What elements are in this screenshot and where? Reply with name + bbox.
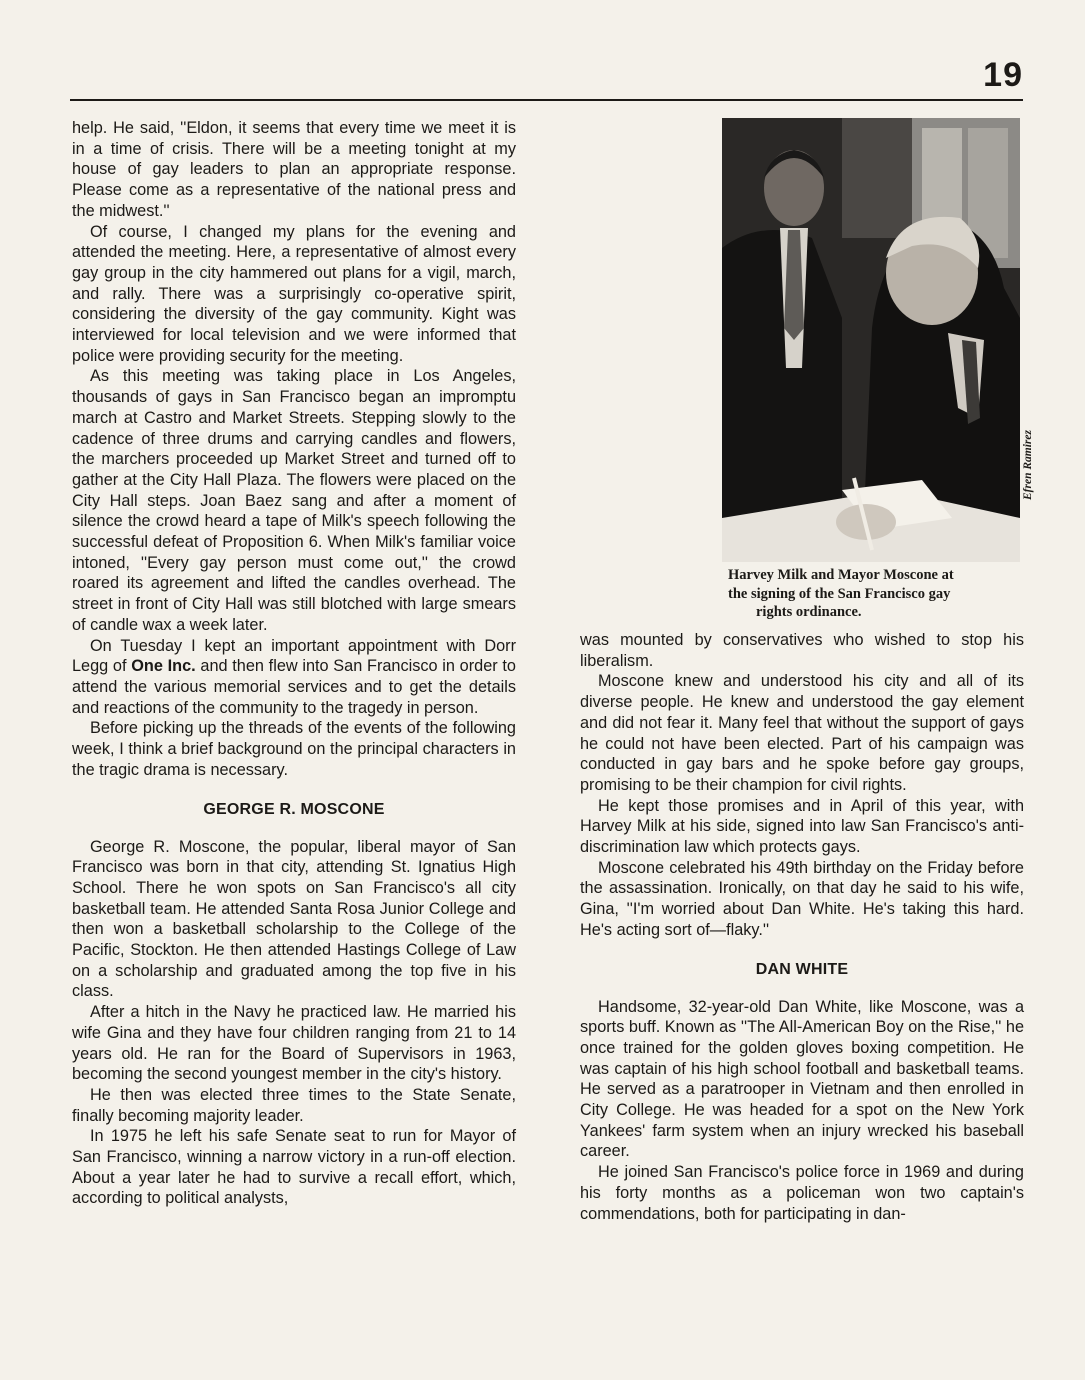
section-heading-moscone: GEORGE R. MOSCONE — [203, 800, 385, 818]
paragraph — [72, 636, 516, 719]
paragraph: Handsome, 32-year-old Dan White, like Moscone, was a sports buff. Known as ''The All-American Boy on the Rise,'' he once trained for the golden gloves boxing competition. He was captain of his high school football and basketball teams. He served as a paratrooper in Vietnam and then enrolled in City College. He was headed for a spot on the New York Yankees' farm system when an injury wrecked his baseball career. — [580, 997, 1024, 1161]
caption-line: the signing of the San Francisco gay — [728, 585, 951, 602]
right-column — [580, 630, 1024, 1224]
paragraph: Before picking up the threads of the events of the following week, I think a brief background on the principal characters in the tragic drama is necessary. — [72, 719, 516, 779]
paragraph: help. He said, ''Eldon, it seems that every time we meet it is in a time of crisis. There will be a meeting tonight at my house of gay leaders to plan an appropriate response. Please come as a representative of the national press and the midwest.'' — [72, 119, 516, 220]
paragraph-text: and then flew into San Francisco in order to attend the various memorial services and to get the details and reactions of the community to the tragedy in person. — [72, 657, 516, 717]
paragraph: In 1975 he left his safe Senate seat to run for Mayor of San Francisco, winning a narrow victory in a run-off election. About a year later he had to survive a recall effort, which, according to political analysts, — [72, 1127, 516, 1208]
paragraph: He then was elected three times to the State Senate, finally becoming majority leader. — [72, 1085, 516, 1125]
photo-caption — [728, 566, 1020, 622]
organization-name: One Inc. — [131, 657, 196, 676]
page-number: 19 — [983, 56, 1023, 94]
caption-line: Harvey Milk and Mayor Moscone at — [728, 567, 954, 583]
paragraph: was mounted by conservatives who wished to stop his liberalism. — [580, 631, 1024, 670]
paragraph: He joined San Francisco's police force in 1969 and during his forty months as a policeman won two captain's commendations, both for participating in dan- — [580, 1163, 1024, 1223]
paragraph: He kept those promises and in April of this year, with Harvey Milk at his side, signed into law San Francisco's anti-discrimination law which protects gays. — [580, 796, 1024, 857]
photograph — [722, 118, 1020, 562]
paragraph: As this meeting was taking place in Los Angeles, thousands of gays in San Francisco began an impromptu march at Castro and Market Streets. Stepping slowly to the cadence of three drums and carrying candles and flowers, the marchers proceeded up Market Street and turned off to gather at the City Hall Plaza. The flowers were placed on the City Hall steps. Joan Baez sang and after a moment of silence the crowd heard a tape of Milk's speech following the successful defeat of Proposition 6. When Milk's familiar voice intoned, ''Every gay person must come out,'' the crowd roared its agreement and lifted the candles overhead. The street in front of City Hall was still blotched with large smears of candle wax a week later. — [72, 367, 516, 634]
paragraph: Of course, I changed my plans for the evening and attended the meeting. Here, a representative of almost every gay group in the city hammered out plans for a vigil, march, and rally. There was a surprisingly co-operative spirit, considering the diversity of the gay community. Kight was interviewed for local television and we were informed that police were providing security for the meeting. — [72, 222, 516, 365]
paragraph: George R. Moscone, the popular, liberal mayor of San Francisco was born in that city, attending St. Ignatius High School. There he won spots on San Francisco's all city basketball team. He attended Santa Rosa Junior College and then won a basketball scholarship to the College of the Pacific, Stockton. He then attended Hastings College of Law on a scholarship and graduated among the top five in his class. — [72, 837, 516, 1001]
left-column — [72, 118, 516, 1209]
paragraph: Moscone celebrated his 49th birthday on the Friday before the assassination. Ironically, on that day he said to his wife, Gina, ''I'm worried about Dan White. He's taking this hard. He's acting sort of—flaky.'' — [580, 858, 1024, 939]
paragraph: Moscone knew and understood his city and all of its diverse people. He knew and understood the gay element and did not fear it. Many feel that without the support of gays he could not have been elected. Part of his campaign was conducted in gay bars and he spoke before gay groups, promising to be their champion for civil rights. — [580, 672, 1024, 794]
section-heading-white: DAN WHITE — [755, 960, 849, 978]
paragraph-text: On Tuesday I kept an important appointment with Dorr Legg of — [72, 636, 516, 676]
header-rule — [70, 99, 1023, 101]
photo-credit: Efren Ramirez — [1022, 430, 1034, 500]
paragraph: After a hitch in the Navy he practiced law. He married his wife Gina and they have four children ranging from 21 to 14 years old. He ran for the Board of Supervisors in 1963, becoming the second youngest member in the city's history. — [72, 1003, 516, 1084]
caption-line: rights ordinance. — [756, 604, 862, 620]
photo-illustration — [722, 118, 1020, 562]
